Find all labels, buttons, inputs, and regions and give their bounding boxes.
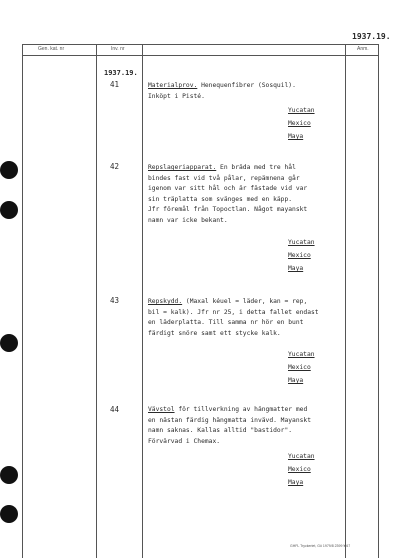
entry-line: sin träplatta som svänges med en käpp. (148, 195, 293, 203)
origin-country: Mexico (288, 120, 311, 127)
entry-description (148, 297, 343, 339)
column-rule-left (22, 44, 23, 558)
binder-hole (0, 466, 18, 484)
column-rule-right (378, 44, 379, 558)
entry-description (148, 81, 343, 102)
entry-line: (Maxal kéuel = läder, kan = rep, (182, 298, 308, 305)
page-number: 1937.19. (352, 32, 391, 41)
inventory-number: 42 (110, 162, 120, 171)
origin-list (288, 104, 315, 143)
origin-country: Mexico (288, 252, 311, 259)
entry-title: Materialprov. (148, 82, 198, 89)
entry-line: en nästan färdig hängmatta invävd. Mayanskt (148, 416, 312, 424)
entry-title: Vävstol (148, 406, 175, 413)
binder-hole (0, 505, 18, 523)
origin-list (288, 450, 315, 489)
entry-description (148, 163, 343, 226)
origin-people: Maya (288, 479, 304, 486)
entry-line: Henequenfibrer (Sosquil). (197, 82, 296, 89)
entry-line: namn var icke bekant. (148, 216, 228, 224)
origin-people: Maya (288, 377, 304, 384)
inventory-number: 43 (110, 296, 120, 305)
origin-people: Maya (288, 133, 304, 140)
column-header-gen-kat-nr: Gen. kat. nr (38, 46, 65, 52)
entry-line: bindes fast vid två pålar, repämnena går (148, 174, 300, 182)
binder-hole (0, 161, 18, 179)
binder-hole (0, 334, 18, 352)
entry-line: för tillverkning av hängmatter med (174, 406, 308, 413)
entry-line: Inköpt i Pisté. (148, 92, 205, 100)
column-rule-anm (345, 44, 346, 558)
entry-description (148, 405, 343, 447)
entry-line: Förvärvad i Chemax. (148, 437, 221, 445)
entry-title: Repslageriapparat. (148, 164, 217, 171)
entry-line: färdigt snöre samt ett stycke kalk. (148, 329, 281, 337)
entry-title: Repskydd. (148, 298, 183, 305)
column-rule-gen-kat (96, 44, 97, 558)
binder-hole (0, 201, 18, 219)
header-bottom-rule (22, 55, 378, 56)
inventory-number: 44 (110, 405, 120, 414)
origin-country: Mexico (288, 466, 311, 473)
origin-country: Mexico (288, 364, 311, 371)
column-header-anm: Anm. (357, 46, 369, 52)
inventory-number: 41 (110, 80, 120, 89)
year-label: 1937.19. (104, 69, 138, 77)
print-imprint: GHFL Tryckeriet, Gö 1979/8 2399 ¥ 67 (290, 544, 351, 548)
origin-people: Maya (288, 265, 304, 272)
header-top-rule (22, 44, 378, 45)
entry-line: bil = kalk). Jfr nr 25, i detta fallet endast (148, 308, 319, 316)
origin-list (288, 236, 315, 275)
origin-region: Yucatan (288, 351, 315, 358)
origin-region: Yucatan (288, 107, 315, 114)
entry-line: En bräda med tre hål (216, 164, 296, 171)
entry-line: Jfr föremål från Topoctlan. Något mayanskt (148, 206, 308, 213)
origin-list (288, 348, 315, 387)
column-rule-inv (142, 44, 143, 558)
entry-line: en läderplatta. Till samma nr hör en bunt (148, 319, 304, 326)
entry-line: namn saknas. Kallas alltid "bastidor". (148, 427, 293, 434)
column-header-inv-nr: Inv. nr (111, 46, 125, 52)
origin-region: Yucatan (288, 239, 315, 246)
entry-line: igenom var sitt hål och är fästade vid var (148, 185, 308, 192)
origin-region: Yucatan (288, 453, 315, 460)
